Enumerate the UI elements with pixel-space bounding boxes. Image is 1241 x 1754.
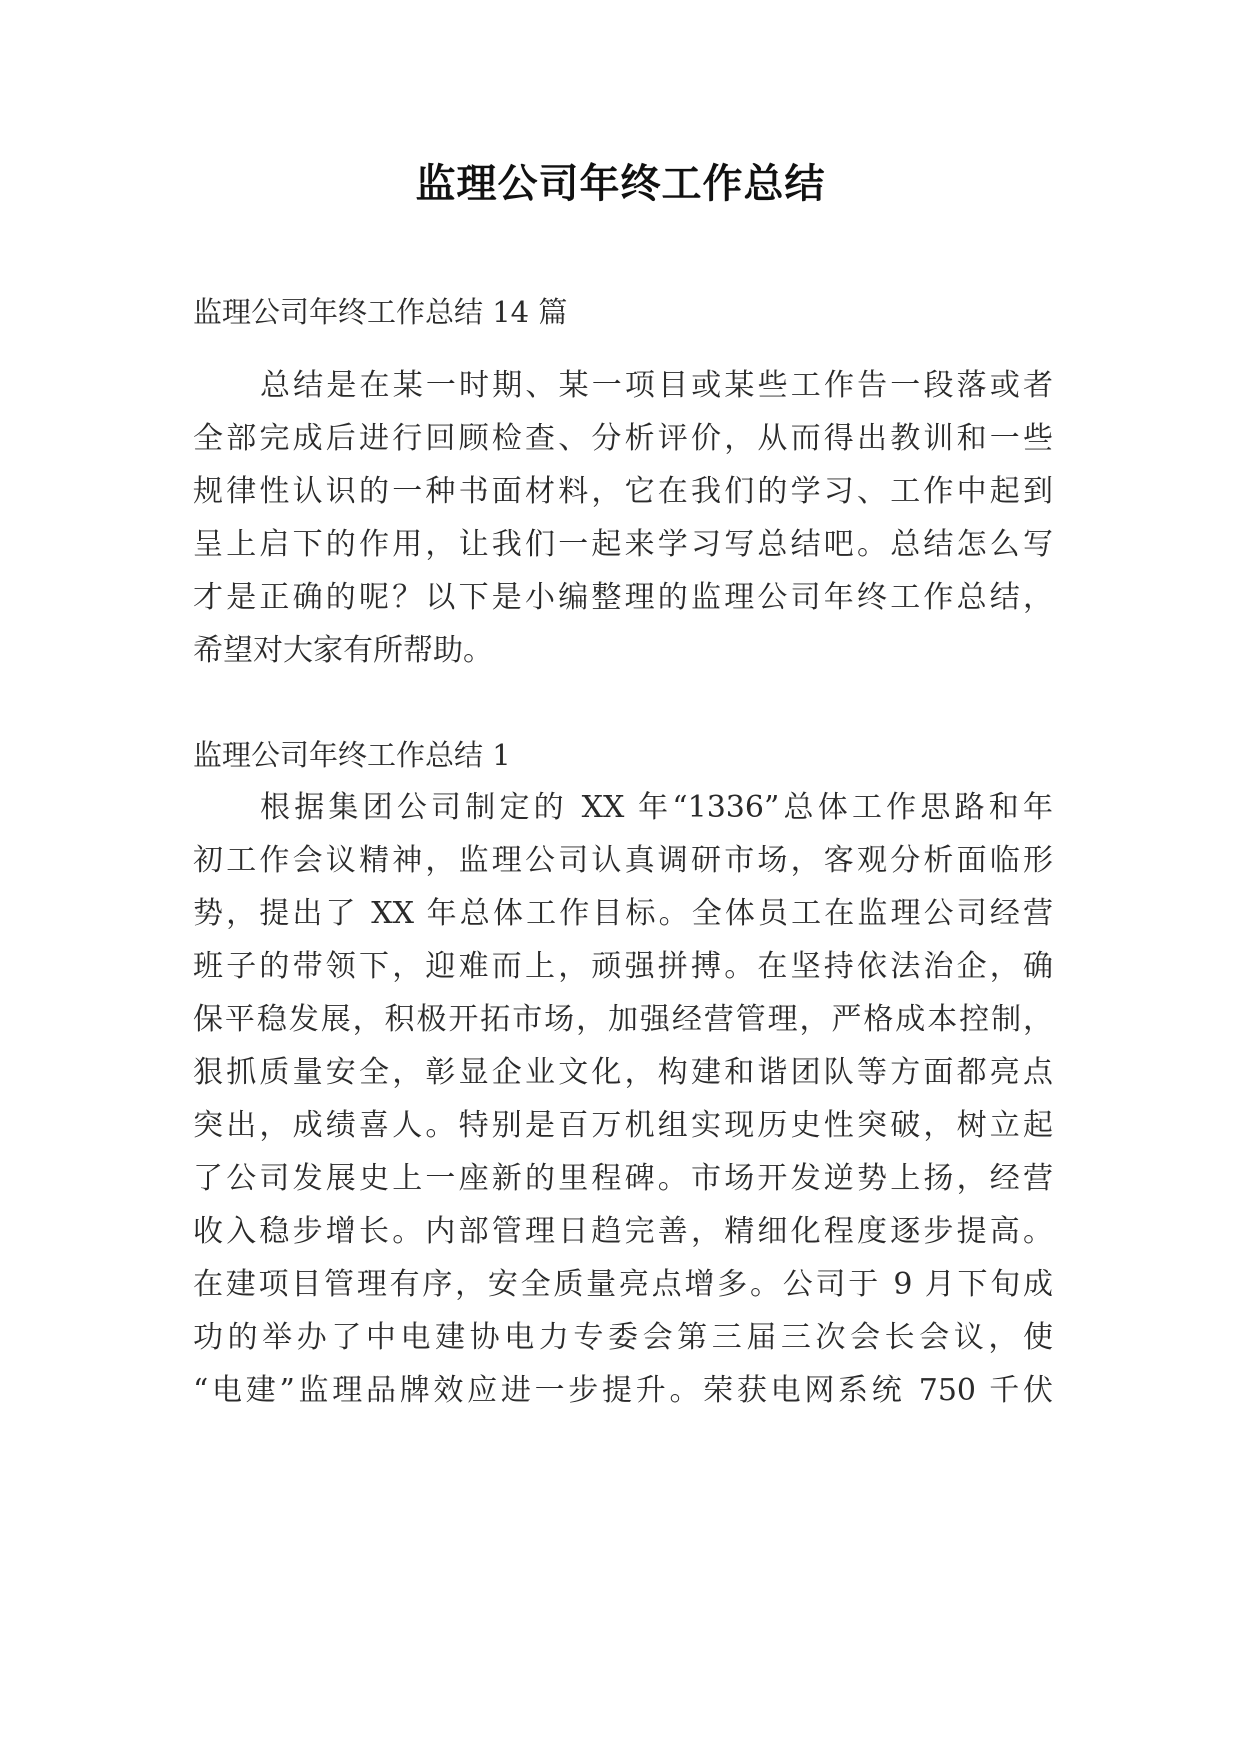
intro-line: 总结是在某一时期、某一项目或某些工作告一段落或者 — [260, 368, 1053, 403]
intro-line: 希望对大家有所帮助。 — [193, 633, 493, 668]
section-line: 初工作会议精神，监理公司认真调研市场，客观分析面临形 — [193, 843, 1053, 878]
intro-line: 才是正确的呢？以下是小编整理的监理公司年终工作总结， — [193, 580, 1053, 615]
section-line: 了公司发展史上一座新的里程碑。市场开发逆势上扬，经营 — [193, 1161, 1053, 1196]
intro-line: 规律性认识的一种书面材料，它在我们的学习、工作中起到 — [193, 474, 1053, 509]
section-line: 根据集团公司制定的 XX 年“1336”总体工作思路和年 — [260, 790, 1053, 825]
document-title: 监理公司年终工作总结 — [415, 160, 826, 207]
section-line: 保平稳发展，积极开拓市场，加强经营管理，严格成本控制， — [193, 1002, 1053, 1037]
intro-line: 呈上启下的作用，让我们一起来学习写总结吧。总结怎么写 — [193, 527, 1053, 562]
section-line: 在建项目管理有序，安全质量亮点增多。公司于 9 月下旬成 — [193, 1267, 1053, 1302]
section-1-heading: 监理公司年终工作总结 1 — [193, 738, 511, 772]
document-subtitle: 监理公司年终工作总结 14 篇 — [193, 295, 568, 329]
section-line: 功的举办了中电建协电力专委会第三届三次会长会议，使 — [193, 1320, 1053, 1355]
intro-line: 全部完成后进行回顾检查、分析评价，从而得出教训和一些 — [193, 421, 1053, 456]
section-line: 班子的带领下，迎难而上，顽强拼搏。在坚持依法治企，确 — [193, 949, 1053, 984]
section-line: “电建”监理品牌效应进一步提升。荣获电网系统 750 千伏 — [193, 1373, 1053, 1408]
section-line: 势，提出了 XX 年总体工作目标。全体员工在监理公司经营 — [193, 896, 1053, 931]
section-line: 突出，成绩喜人。特别是百万机组实现历史性突破，树立起 — [193, 1108, 1053, 1143]
section-line: 狠抓质量安全，彰显企业文化，构建和谐团队等方面都亮点 — [193, 1055, 1053, 1090]
section-line: 收入稳步增长。内部管理日趋完善，精细化程度逐步提高。 — [193, 1214, 1053, 1249]
